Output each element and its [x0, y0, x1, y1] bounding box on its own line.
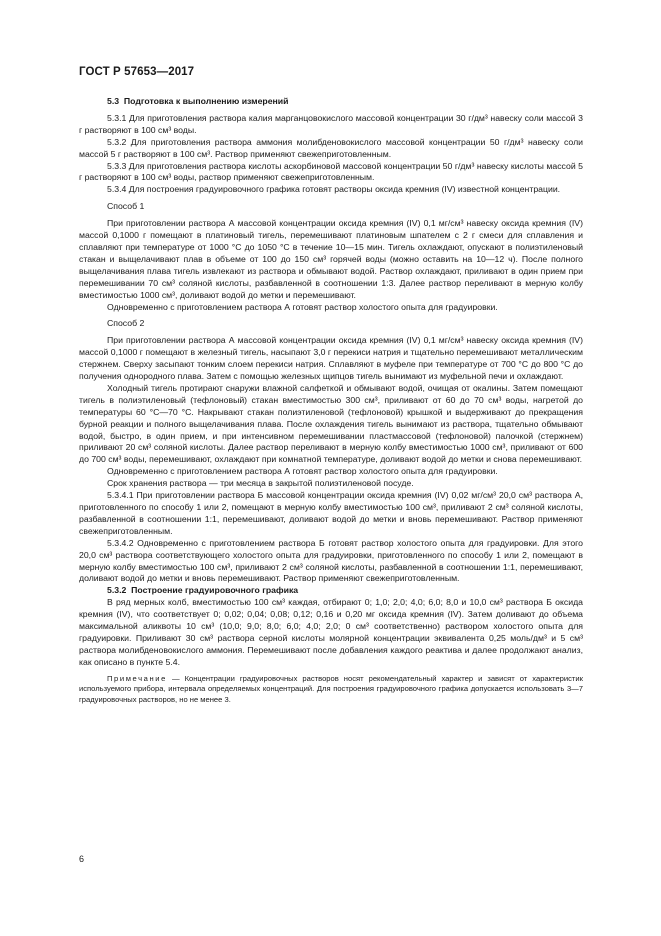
method-1-paragraph-1: При приготовлении раствора А массовой концентрации оксида кремния (IV) 0,1 мг/см³ навеску оксида кремния (IV) массой 0,1000 г помещают в платиновый тигель, перемешивают платиновым шпателем с 2 г смеси для сплавления и сплавляют при температуре от 1000 °C до 1050 °C в течение 10—15 мин. Тигель охлаждают, опускают в полиэтиленовый стакан и выщелачивают плав в объеме от 100 до 150 см³ горячей воды (можно оставить на 10—12 ч). После полного выщелачивания плава тигель извлекают из раствора и обмывают водой. Раствор охлаждают, приливают в один прием при перемешивании 70 см³ соляной кислоты, разбавленной в соотношении 1:3. Далее раствор переливают в мерную колбу вместимостью 1000 см³, доливают водой до метки и перемешивают. [79, 218, 583, 300]
paragraph-5-3-4: 5.3.4 Для построения градуировочного графика готовят растворы оксида кремния (IV) известной концентрации. [107, 184, 561, 195]
paragraph-5-3-2: 5.3.2 Для приготовления раствора аммония молибденовокислого массовой концентрации 50 г/дм³ навеску соли массой 5 г растворяют в 100 см³. Раствор применяют свежеприготовленным. [79, 136, 583, 159]
note-label: Примечание [107, 673, 167, 683]
document-body [79, 96, 583, 705]
paragraph-5-3-3: 5.3.3 Для приготовления раствора кислоты аскорбиновой массовой концентрации 50 г/дм³ навеску кислоты массой 5 г растворяют в 100 см³ воды, раствор применяют свежеприготовленным. [79, 160, 583, 183]
note-text: — Концентрации градуировочных растворов носят рекомендательный характер и зависят от характеристик используемого прибора, интервала определяемых концентраций. Для построения градуировочного графика допускается использовать 3—7 градуировочных растворов, но не менее 3. [79, 673, 583, 704]
method-1-title: Способ 1 [107, 201, 145, 212]
method-2-paragraph-4: Срок хранения раствора — три месяца в закрытой полиэтиленовой посуде. [107, 478, 414, 489]
note [79, 674, 583, 705]
method-2-title: Способ 2 [107, 318, 145, 329]
method-1-paragraph-2: Одновременно с приготовлением раствора А готовят раствор холостого опыта для градуировки. [107, 301, 498, 312]
paragraph-5-3-4-1: 5.3.4.1 При приготовлении раствора Б массовой концентрации оксида кремния (IV) 0,02 мг/см³ 20,0 см³ раствора А, приготовленного по способу 1 или 2, помещают в мерную колбу вместимостью 100 см³, приливают 2 см³ соляной кислоты, разбавленной в соотношении 1:1, перемешивают, доливают водой до метки и вновь перемешивают. Раствор применяют свежеприготовленным. [79, 490, 583, 536]
section-title: Подготовка к выполнению измерений [123, 96, 289, 106]
section-heading-5-3 [79, 96, 583, 108]
page-number: 6 [79, 854, 85, 864]
method-2-paragraph-3: Одновременно с приготовлением раствора А готовят раствор холостого опыта для градуировки. [107, 466, 498, 477]
paragraph-5-3-2-body: В ряд мерных колб, вместимостью 100 см³ каждая, отбирают 0; 1,0; 2,0; 4,0; 6,0; 8,0 и 10,0 см³ раствора Б оксида кремния (IV), что соответствует 0; 0,02; 0,04; 0,08; 0,12; 0,16 и 0,20 мг оксида кремния (IV). Затем доливают до объема максимальной аликвоты 10 см³ (10,0; 9,0; 8,0; 6,0; 4,0; 2,0; 0 см³ соответственно) раствором холостого опыта для градуировки. Приливают 30 см³ раствора серной кислоты молярной концентрации эквивалента 0,25 моль/дм³ и 5 см³ раствора молибденовокислого аммония. Перемешивают после добавления каждого реактива и далее продолжают анализ, как описано в пункте 5.4. [79, 597, 583, 667]
section-number: 5.3.2 [107, 585, 127, 596]
section-heading-5-3-2 [79, 585, 583, 597]
method-2-paragraph-1: При приготовлении раствора А массовой концентрации оксида кремния (IV) 0,1 мг/см³ навеску оксида кремния (IV) массой 0,1000 г помещают в железный тигель, насыпают 3,0 г перекиси натрия и тщательно перемешивают металлическим стержнем. Сверху засыпают тонким слоем перекиси натрия. Сплавляют в муфеле при температуре от 700 °C до 800 °C до получения однородного плава. Затем с помощью железных щипцов тигель вынимают из муфельной печи и охлаждают. [79, 335, 583, 382]
section-number: 5.3 [107, 96, 120, 106]
paragraph-5-3-4-2: 5.3.4.2 Одновременно с приготовлением раствора Б готовят раствор холостого опыта для градуировки. Для этого 20,0 см³ раствора соответствующего холостого опыта для градуировки, приготовленного по способу 1 или 2, помещают в мерную колбу вместимостью 100 см³, приливают 2 см³ соляной кислоты, разбавленной в соотношении 1:1, перемешивают, доливают водой до метки и вновь перемешивают. Раствор применяют свежеприготовленным. [79, 537, 583, 584]
standard-header: ГОСТ Р 57653—2017 [79, 66, 195, 78]
paragraph-5-3-1: 5.3.1 Для приготовления раствора калия марганцовокислого массовой концентрации 30 г/дм³ навеску соли массой 3 г растворяют в 100 см³ воды. [79, 112, 583, 135]
section-title: Построение градуировочного графика [131, 585, 299, 596]
method-2-paragraph-2: Холодный тигель протирают снаружи влажной салфеткой и обмывают водой, очищая от окалины. Затем помещают тигель в полиэтиленовый (тефлоновый) стакан вместимостью 300 см³, приливают от 60 до 70 см³ воды, нагретой до температуры 60 °C—70 °C. Накрывают стакан полиэтиленовой (тефлоновой) крышкой и выдерживают до прекращения бурной реакции и полного выщелачивания плава. После охлаждения тигель вынимают из раствора, тщательно обмывают водой, быстро, в один прием, и при интенсивном перемешивании пластмассовой (тефлоновой) палочкой (стержнем) приливают 20 см³ соляной кислоты. Далее раствор переливают в мерную колбу вместимостью 1000 см³, приливают от 600 до 700 см³ воды, перемешивают, охлаждают при комнатной температуре, доливают водой до метки и снова перемешивают. [79, 382, 583, 465]
